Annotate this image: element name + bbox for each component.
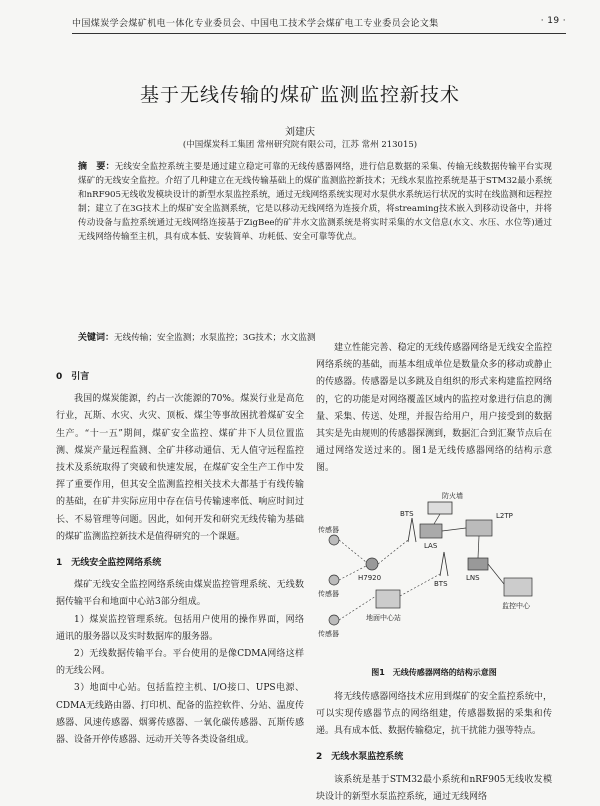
sensor-label: 传感器: [318, 525, 339, 534]
firewall-label: 防火墙: [442, 491, 463, 500]
paragraph: 将无线传感器网络技术应用到煤矿的安全监控系统中，可以实现传感器节点的网络组建，传感器数据的采集和传递。具有成本低、数据传输稳定，抗干扰能力强等特点。: [316, 691, 552, 737]
network-diagram: [316, 484, 552, 660]
lns-label: LNS: [466, 573, 480, 582]
keywords: [78, 330, 315, 343]
section-0-heading: 0 引言: [56, 372, 90, 382]
paper-title: 基于无线传输的煤矿监测监控新技术: [139, 84, 460, 106]
monitor-center-label: 监控中心: [502, 601, 530, 610]
bts-label: BTS: [400, 509, 414, 518]
paper-affiliation: (中国煤炭科工集团 常州研究院有限公司，江苏 常州 213015): [182, 140, 418, 150]
running-title: 中国煤炭学会煤矿机电一体化专业委员会、中国电工技术学会煤矿电工专业委员会论文集: [72, 19, 439, 29]
paragraph: 煤矿无线安全监控网络系统由煤炭监控管理系统、无线数据传输平台和地面中心站3部分组成。: [56, 580, 304, 608]
ground-station-icon: [376, 590, 400, 608]
paragraph: 2）无线数据传输平台。平台使用的是像CDMA网络这样的无线公网。: [56, 649, 304, 677]
h7920-label: H7920: [358, 573, 382, 582]
l2tp-router-icon: [466, 520, 492, 536]
paragraph: 1）煤炭监控管理系统。包括用户使用的操作界面，网络通讯的服务器以及实时数据库的服务器。: [56, 614, 304, 642]
sensor-label: 传感器: [318, 629, 339, 638]
l2tp-label: L2TP: [496, 511, 513, 520]
paragraph: 建立性能完善、稳定的无线传感器网络是无线安全监控网络系统的基础，而基本组成单位是数量众多的移动或静止的传感器。传感器是以多跳及自组织的形式来构建监控网络的，它的功能是对网络覆盖区域内的监控对象进行信息的测量、采集、传送、处理，并报告给用户，用户接受到的数据其实是先由规则的传感器探测到，数据汇合到汇聚节点后在通过网络发送过来的。图1是无线传感器网络的结构示意图。: [316, 343, 552, 474]
ground-station-label: 地面中心站: [366, 613, 401, 622]
running-header: [72, 16, 566, 34]
lns-server-icon: [468, 558, 488, 570]
bts-tower-icon: [440, 552, 448, 576]
firewall-icon: [428, 502, 452, 514]
right-column: [316, 340, 552, 806]
paragraph: 3）地面中心站。包括监控主机、I/O接口、UPS电源、CDMA无线路由器、打印机、配备的监控软件、分站、温度传感器、风速传感器、烟雾传感器、一氧化碳传感器、瓦斯传感器、设备开停传感器、远动开关等各类设备组成。: [56, 683, 304, 746]
bts-label: BTS: [434, 579, 448, 588]
figure-caption: 图1 无线传感器网络的结构示意图: [371, 667, 497, 677]
sensor-icon: [329, 575, 339, 585]
network-diagram-svg: [316, 484, 552, 660]
sensor-icon: [329, 615, 339, 625]
page-number: · 19 ·: [540, 16, 566, 26]
las-label: LAS: [424, 541, 438, 550]
section-2-heading: 2 无线水泵监控系统: [316, 752, 404, 763]
paper-author: 刘建庆: [285, 127, 315, 138]
monitor-center-icon: [504, 578, 532, 596]
abstract-text: 无线安全监控系统主要是通过建立稳定可靠的无线传感器网络，进行信息数据的采集、传输无线数据传输平台实现煤矿的无线安全监控。介绍了几种建立在无线传输基础上的煤矿监测监控新技术；无线水泵监控系统是基于STM32最小系统和nRF905无线收发模块设计的新型水泵监控系统，通过无线网络系统实现对水泵供水系统运行状况的实时在线监测和远程控制；建立了在3G技术上的煤矿安全监测系统，它是以移动无线网络为连接介质，将streaming技术嵌入到移动设备中，并将传动设备与监控系统通过无线网络连接基于ZigBee的矿井水文监测系统是将实时采集的水文信息(水文、水压、水位等)通过无线网络传输至主机，具有成本低、安装简单、功耗低、安全可靠等优点。: [78, 162, 552, 242]
abstract-label: 摘 要：: [78, 162, 115, 172]
paragraph: 该系统是基于STM32最小系统和nRF905无线收发模块设计的新型水泵监控系统，通过无线网络: [316, 774, 552, 802]
abstract: [78, 160, 552, 244]
keywords-text: 无线传输；安全监测；水泵监控；3G技术；水文监测: [114, 333, 316, 343]
bts-tower-icon: [408, 518, 416, 542]
sensor-icon: [329, 535, 339, 545]
h7920-node-icon: [366, 558, 378, 570]
left-column: [56, 360, 304, 749]
sensor-label: 传感器: [318, 589, 339, 598]
keywords-label: 关键词：: [78, 333, 115, 343]
las-server-icon: [420, 524, 442, 538]
paragraph: 我国的煤炭能源，约占一次能源的70%。煤炭行业是高危行业，瓦斯、水灾、火灾、顶板、煤尘等事故困扰着煤矿安全生产。“十一五”期间，煤矿安全监控、煤矿井下人员位置监测、煤炭产量远程监测、全矿井移动通信、无人值守远程监控技术及系统取得了突破和快速发展，在煤矿安全生产工作中发挥了重要作用，但其安全监测监控相关技术大都基于有线传输的基础，在矿井实际应用中存在信号传输速率低、响应时间过长、不易管理等问题。因此，如何开发和研究无线传输为基础的煤矿监测监控新技术是值得研究的一个课题。: [56, 394, 304, 542]
section-1-heading: 1 无线安全监控网络系统: [56, 558, 162, 569]
